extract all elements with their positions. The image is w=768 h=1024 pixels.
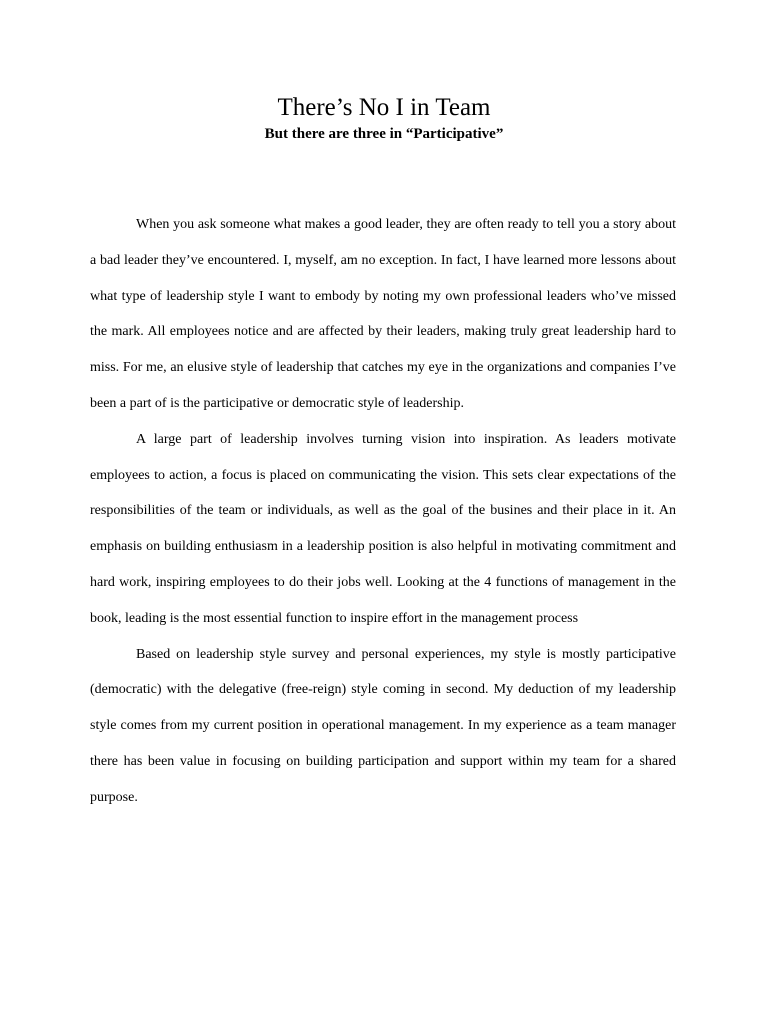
paragraph-1: When you ask someone what makes a good leader, they are often ready to tell you a story about a bad leader they’ve encountered. I, myself, am no exception. In fact, I have learned more lessons about what type of leadership style I want to embody by noting my own professional leaders who’ve missed the mark. All employees notice and are affected by their leaders, making truly great leadership hard to miss. For me, an elusive style of leadership that catches my eye in the organizations and companies I’ve been a part of is the participative or democratic style of leadership. [90,217,676,411]
paragraph-2: A large part of leadership involves turning vision into inspiration. As leaders motivate employees to action, a focus is placed on communicating the vision. This sets clear expectations of the responsibilities of the team or individuals, as well as the goal of the busines and their place in it. An emphasis on building enthusiasm in a leadership position is also helpful in motivating commitment and hard work, inspiring employees to do their jobs well. Looking at the 4 functions of management in the book, leading is the most essential function to inspire effort in the management process [90,431,676,626]
document-body [90,207,676,816]
document-title: There’s No I in Team [277,94,491,121]
paragraph-3: Based on leadership style survey and personal experiences, my style is mostly participative (democratic) with the delegative (free-reign) style coming in second. My deduction of my leadership style comes from my current position in operational management. In my experience as a team manager there has been value in focusing on building participation and support within my team for a shared purpose. [90,646,676,805]
document-subtitle: But there are three in “Participative” [264,126,504,142]
